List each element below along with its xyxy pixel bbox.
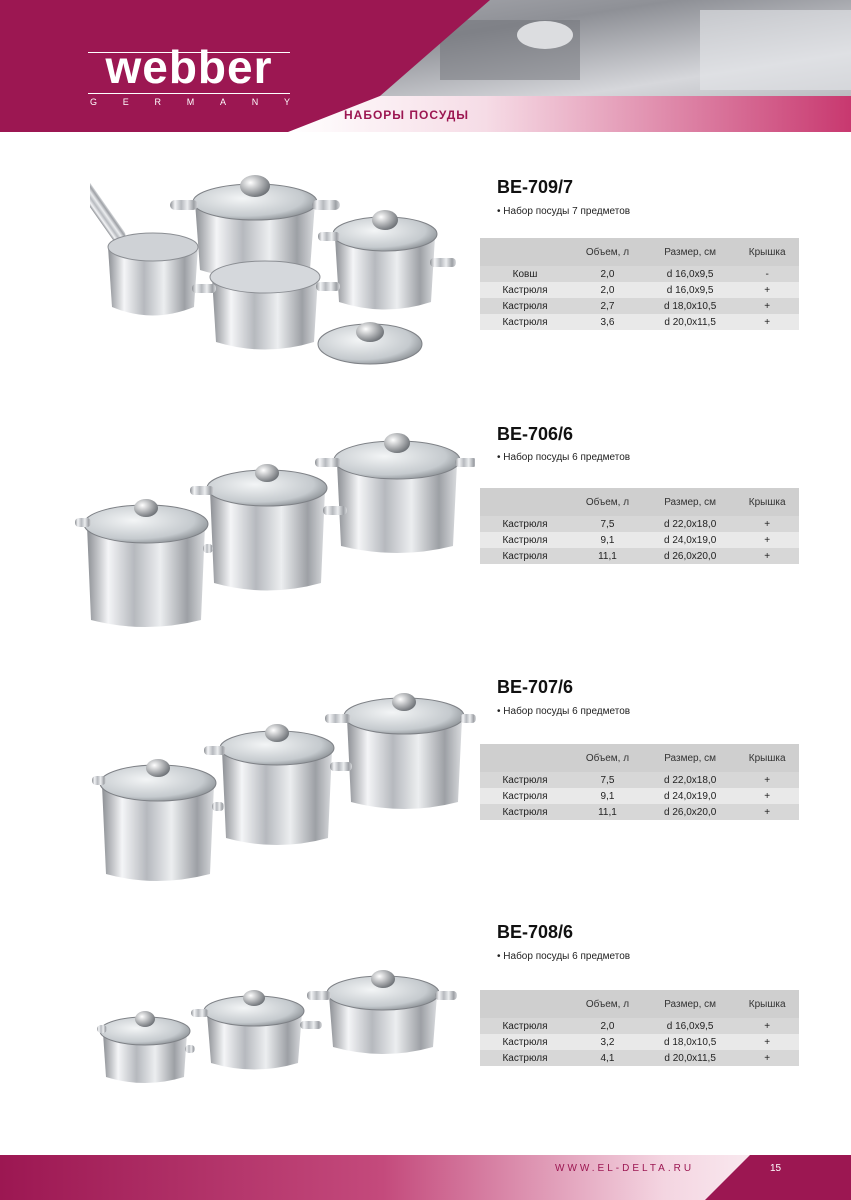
header-volume: Объем, л — [570, 990, 645, 1018]
header-size: Размер, см — [645, 488, 735, 516]
header-lid: Крышка — [735, 744, 799, 772]
header-name — [480, 990, 570, 1018]
product-model: BE-708/6 — [497, 922, 574, 942]
table-header-row — [480, 488, 799, 516]
table-row: Кастрюля 2,0 d 16,0x9,5 + — [480, 1018, 799, 1034]
logo-bottom-rule — [88, 93, 290, 94]
table-header-row — [480, 990, 799, 1018]
header-size: Размер, см — [645, 990, 735, 1018]
header-size: Размер, см — [645, 744, 735, 772]
header-volume: Объем, л — [570, 238, 645, 266]
table-row: Кастрюля 7,5 d 22,0x18,0 + — [480, 772, 799, 788]
table-row: Кастрюля 2,0 d 16,0x9,5 + — [480, 282, 799, 298]
website-url[interactable]: WWW.EL-DELTA.RU — [555, 1163, 695, 1174]
table-row: Кастрюля 7,5 d 22,0x18,0 + — [480, 516, 799, 532]
spec-table — [480, 488, 799, 564]
webber-logo: webber — [105, 41, 273, 93]
footer-background — [0, 1155, 851, 1200]
product-model: BE-709/7 — [497, 177, 574, 197]
table-header-row — [480, 238, 799, 266]
table-row: Кастрюля 4,1 d 20,0x11,5 + — [480, 1050, 799, 1066]
cookware-set-photo-be-708-6 — [97, 965, 462, 1095]
header-name — [480, 488, 570, 516]
spec-table — [480, 990, 799, 1066]
cookware-set-photo-be-709-7 — [90, 172, 460, 372]
header-volume: Объем, л — [570, 488, 645, 516]
header-volume: Объем, л — [570, 744, 645, 772]
product-description: • Набор посуды 6 предметов — [497, 951, 631, 962]
table-row: Кастрюля 3,6 d 20,0x11,5 + — [480, 314, 799, 330]
product-description: • Набор посуды 6 предметов — [497, 706, 631, 717]
header-size: Размер, см — [645, 238, 735, 266]
product-description: • Набор посуды 7 предметов — [497, 206, 631, 217]
header-name — [480, 744, 570, 772]
table-row: Кастрюля 2,7 d 18,0x10,5 + — [480, 298, 799, 314]
table-header-row — [480, 744, 799, 772]
table-row: Кастрюля 3,2 d 18,0x10,5 + — [480, 1034, 799, 1050]
cookware-set-photo-be-707-6 — [92, 690, 477, 890]
table-row: Кастрюля 9,1 d 24,0x19,0 + — [480, 788, 799, 804]
product-model: BE-707/6 — [497, 677, 574, 697]
page-number: 15 — [770, 1163, 782, 1174]
table-row: Кастрюля 11,1 d 26,0x20,0 + — [480, 804, 799, 820]
cookware-set-photo-be-706-6 — [75, 428, 475, 638]
spec-table — [480, 744, 799, 820]
table-row: Ковш 2,0 d 16,0x9,5 - — [480, 266, 799, 282]
product-model: BE-706/6 — [497, 424, 574, 444]
header-name — [480, 238, 570, 266]
product-description: • Набор посуды 6 предметов — [497, 452, 631, 463]
table-row: Кастрюля 11,1 d 26,0x20,0 + — [480, 548, 799, 564]
page-footer — [0, 1155, 851, 1200]
logo-germany: G E R M A N Y — [90, 97, 290, 107]
header-lid: Крышка — [735, 238, 799, 266]
spec-table — [480, 238, 799, 330]
page-header — [0, 0, 851, 132]
section-title: НАБОРЫ ПОСУДЫ — [344, 108, 469, 122]
table-row: Кастрюля 9,1 d 24,0x19,0 + — [480, 532, 799, 548]
header-lid: Крышка — [735, 990, 799, 1018]
header-lid: Крышка — [735, 488, 799, 516]
